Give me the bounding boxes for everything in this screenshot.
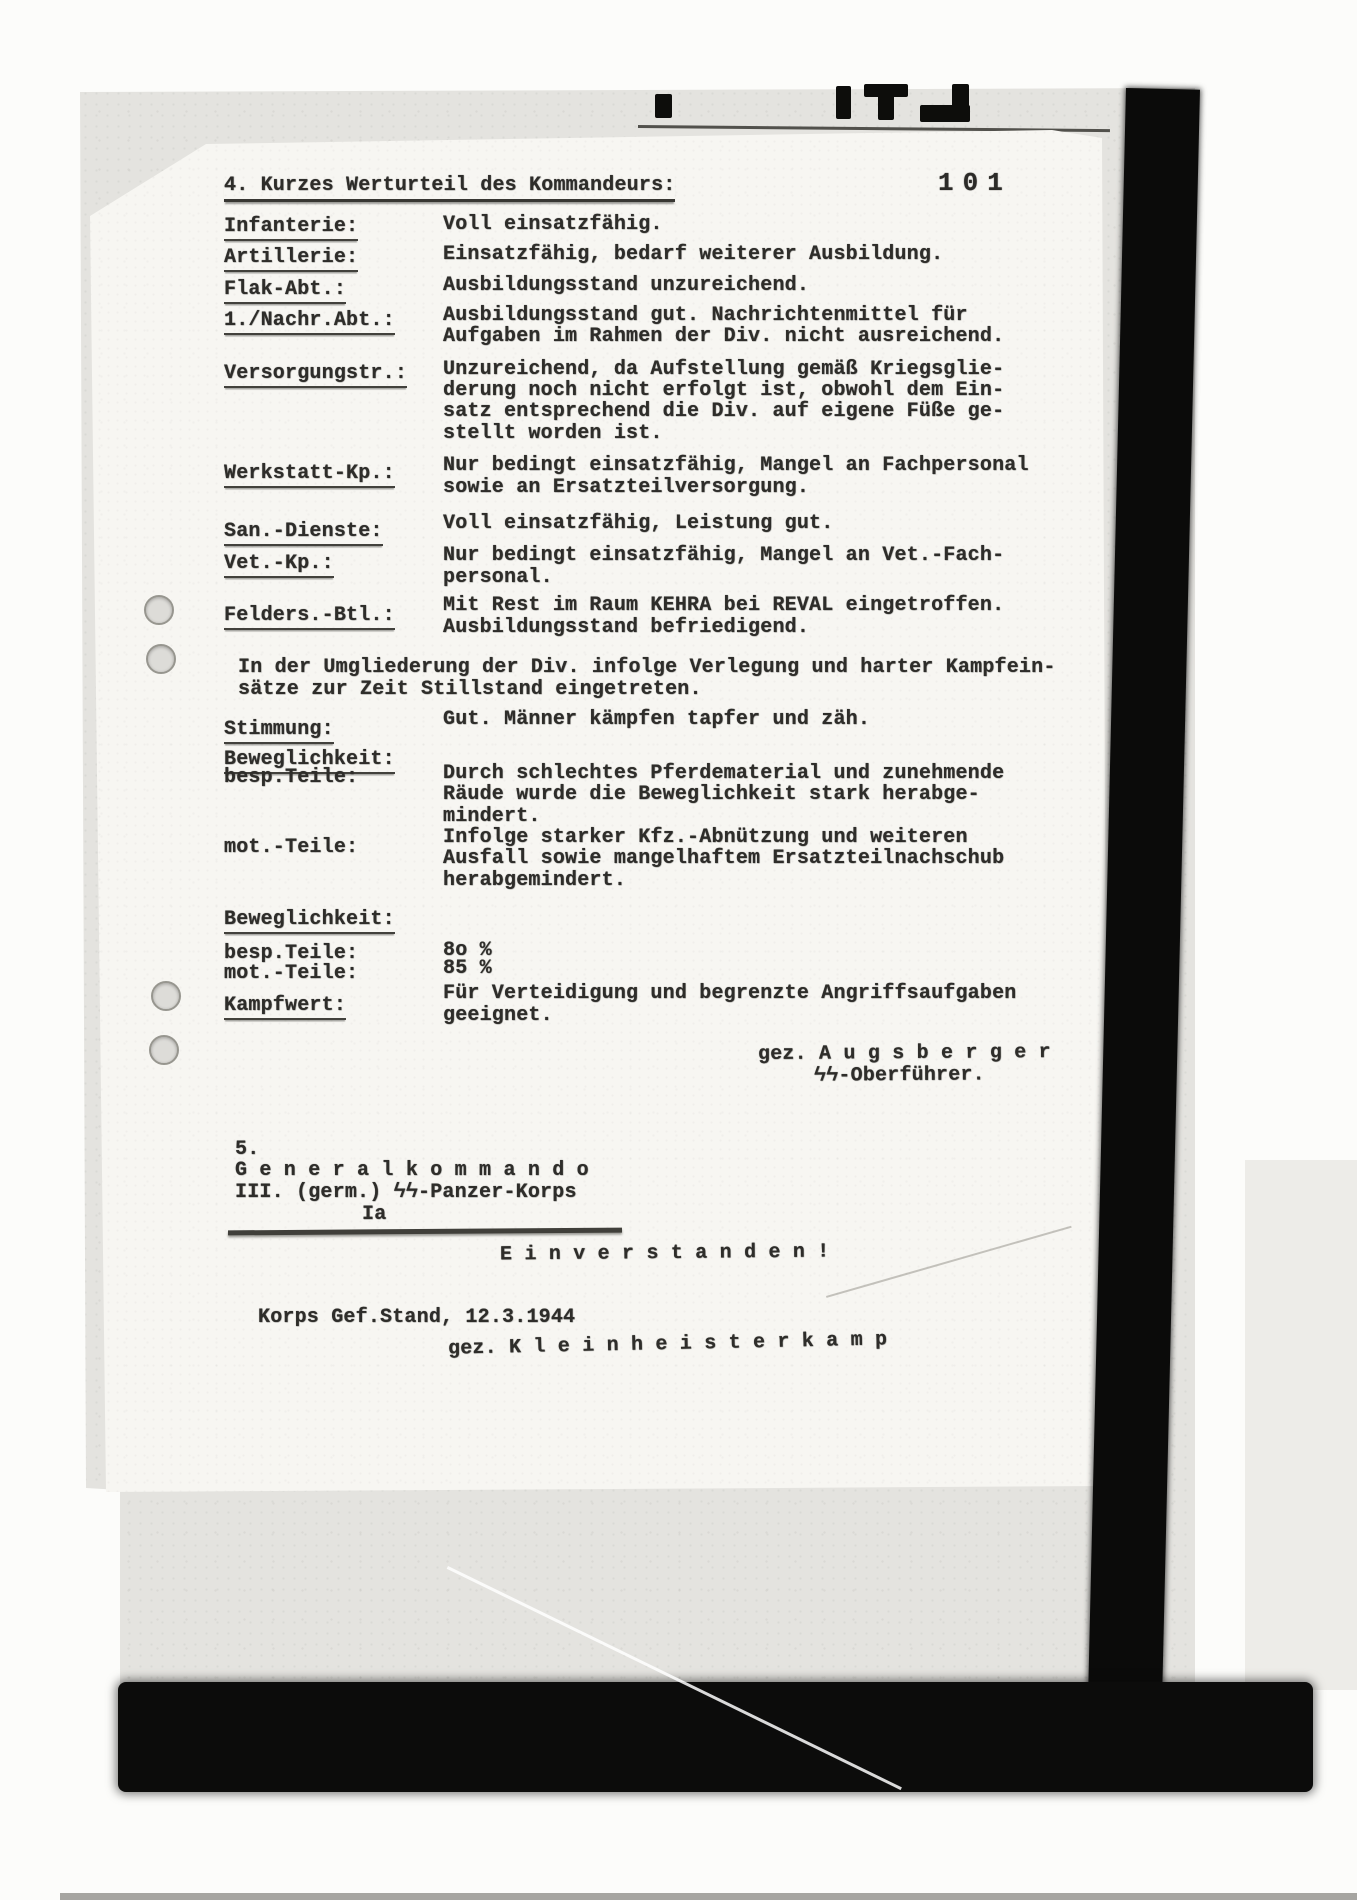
row-label-artillerie: Artillerie:: [224, 247, 358, 272]
row-value-line: Ausbildungsstand befriedigend.: [443, 616, 810, 639]
row-value-line: Unzureichend, da Aufstellung gemäß Kriegsglie-: [443, 358, 1005, 381]
row-label-beweglichkeit-2: Beweglichkeit:: [224, 909, 395, 934]
signature-rank-oberfuehrer: ϟϟ-Oberführer.: [813, 1063, 985, 1088]
row-label-infanterie: Infanterie:: [224, 216, 358, 241]
row-label-mot-teile: mot.-Teile:: [224, 836, 359, 859]
row-value-line: Für Verteidigung und begrenzte Angriffsaufgaben: [443, 982, 1017, 1005]
row-value-line: geeignet.: [443, 1004, 553, 1027]
punch-hole: [146, 644, 176, 674]
row-label-san-dienste: San.-Dienste:: [224, 521, 383, 546]
row-label-vet-kp: Vet.-Kp.:: [224, 553, 334, 578]
besp-teile-percent: 8o %: [443, 939, 492, 962]
place-date: Korps Gef.Stand, 12.3.1944: [258, 1306, 576, 1329]
row-label-flak-abt: Flak-Abt.:: [224, 279, 346, 304]
row-value-line: Durch schlechtes Pferdematerial und zunehmende: [443, 762, 1005, 785]
row-label-stimmung: Stimmung:: [224, 719, 334, 744]
section5-org-ia: Ia: [362, 1203, 387, 1226]
punch-hole: [149, 1035, 179, 1065]
page-number: 101: [938, 168, 1012, 198]
signature-gez-kleinheisterkamp: gez. K l e i n h e i s t e r k a m p: [447, 1328, 888, 1361]
row-label-werkstatt-kp: Werkstatt-Kp.:: [224, 463, 395, 488]
row-value-line: Gut. Männer kämpfen tapfer und zäh.: [443, 708, 871, 731]
row-value-line: Einsatzfähig, bedarf weiterer Ausbildung.: [443, 243, 944, 266]
stamp-fragment: [836, 86, 851, 119]
row-value-line: stellt worden ist.: [443, 422, 663, 445]
row-label-beweglichkeit: Beweglichkeit:: [224, 749, 395, 774]
stamp-fragment: [878, 84, 894, 120]
section-heading: 4. Kurzes Werturteil des Kommandeurs:: [224, 175, 675, 202]
row-value-line: sowie an Ersatzteilversorgung.: [443, 476, 810, 499]
section5-org-panzer-korps: III. (germ.) ϟϟ-Panzer-Korps: [235, 1181, 577, 1204]
row-value-line: Räude wurde die Beweglichkeit stark herabge-: [443, 783, 980, 806]
stamp-fragment: [655, 94, 672, 118]
row-value-line: personal.: [443, 566, 553, 589]
approval-einverstanden: E i n v e r s t a n d e n !: [499, 1240, 830, 1267]
row-label-versorgungstr: Versorgungstr.:: [224, 363, 407, 388]
row-label-besp-teile: besp.Teile:: [224, 766, 359, 789]
row-value-line: Ausfall sowie mangelhaftem Ersatzteilnachschub: [443, 847, 1005, 870]
row-value-line: derung noch nicht erfolgt ist, obwohl dem Ein-: [443, 379, 1005, 402]
row-label-felders-btl: Felders.-Btl.:: [224, 605, 395, 630]
scan-bottom-edge: [60, 1893, 1357, 1900]
punch-hole: [144, 595, 174, 625]
row-value-line: Voll einsatzfähig, Leistung gut.: [443, 512, 834, 535]
signature-gez-augsberger: gez. A u g s b e r g e r: [757, 1040, 1051, 1067]
row-value-line: Mit Rest im Raum KEHRA bei REVAL eingetroffen.: [443, 594, 1005, 617]
row-value-line: Voll einsatzfähig.: [443, 213, 663, 236]
row-label-nachr-abt: 1./Nachr.Abt.:: [224, 310, 395, 335]
section5-org-generalkommando: G e n e r a l k o m m a n d o: [235, 1159, 589, 1182]
row-value-line: Aufgaben im Rahmen der Div. nicht ausreichend.: [443, 325, 1005, 348]
row-value-line: mindert.: [443, 805, 541, 828]
row-label-besp-teile-2: besp.Teile:: [224, 942, 359, 965]
row-value-line: Nur bedingt einsatzfähig, Mangel an Fachpersonal: [443, 454, 1029, 477]
stamp-fragment: [920, 105, 970, 122]
row-value-line: satz entsprechend die Div. auf eigene Füße ge-: [443, 400, 1005, 423]
mot-teile-percent: 85 %: [443, 957, 492, 980]
row-label-kampfwert: Kampfwert:: [224, 995, 346, 1020]
row-value-line: Ausbildungsstand gut. Nachrichtenmittel für: [443, 304, 968, 327]
row-value-line: herabgemindert.: [443, 869, 627, 892]
row-value-line: Nur bedingt einsatzfähig, Mangel an Vet.-Fach-: [443, 544, 1005, 567]
interim-note-line: sätze zur Zeit Stillstand eingetreten.: [238, 678, 702, 701]
section5-number: 5.: [235, 1138, 260, 1161]
scanner-right-patch: [1245, 1160, 1357, 1690]
punch-hole: [151, 981, 181, 1011]
row-value-line: Infolge starker Kfz.-Abnützung und weiteren: [443, 826, 968, 849]
row-value-line: Ausbildungsstand unzureichend.: [443, 274, 810, 297]
row-label-mot-teile-2: mot.-Teile:: [224, 962, 359, 985]
interim-note-line: In der Umgliederung der Div. infolge Verlegung und harter Kampfein-: [238, 656, 1056, 679]
